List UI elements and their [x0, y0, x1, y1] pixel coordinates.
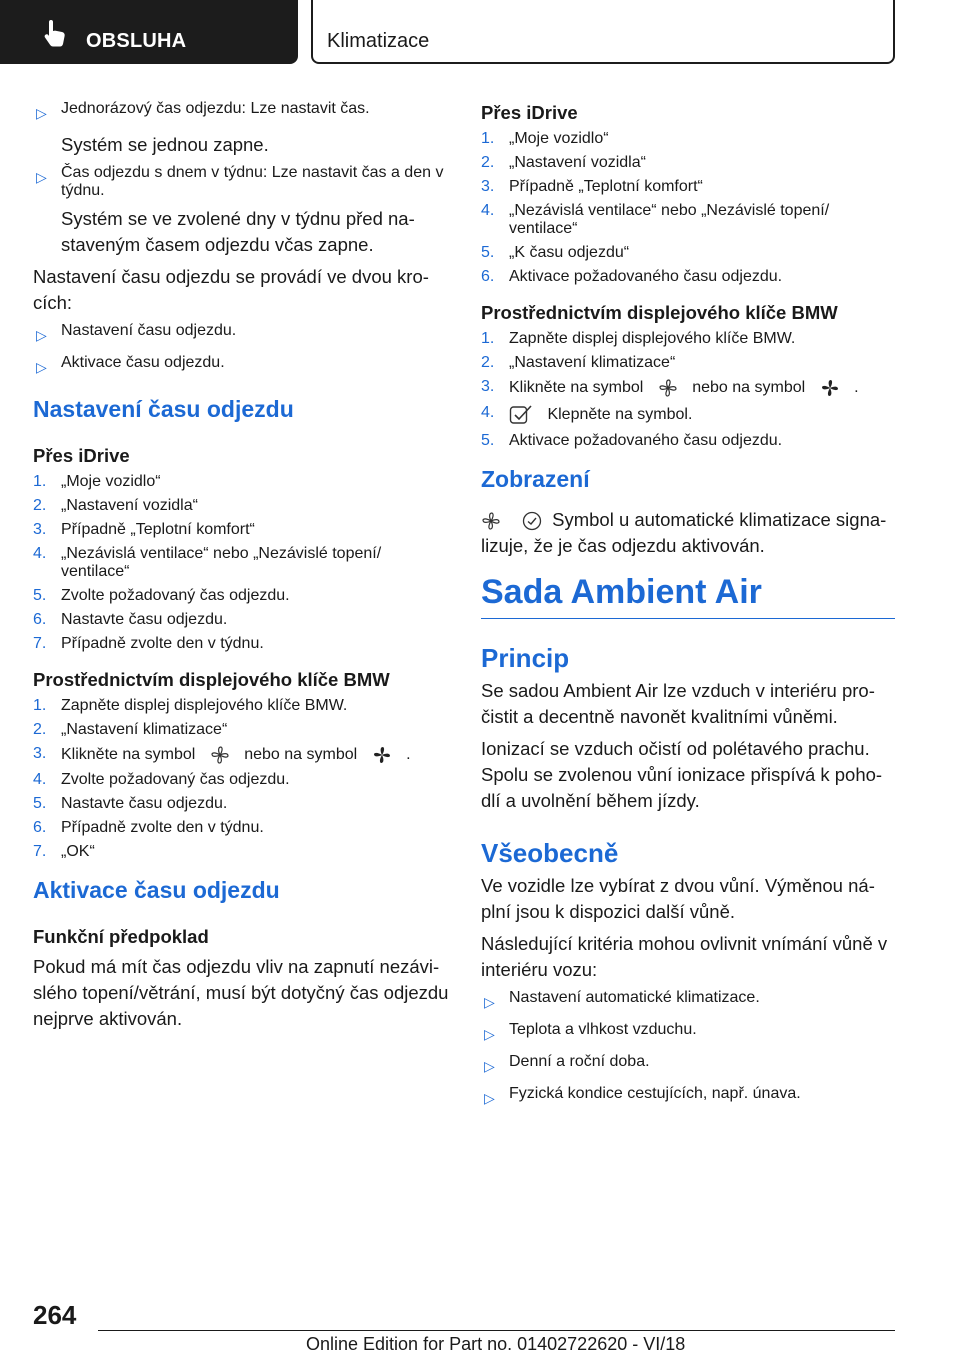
step-item: 4. „Nezávislá ventilace“ nebo „Nezávislé topení/ ventilace“	[481, 202, 830, 237]
step-item: 3. Případně „Teplotní komfort“	[481, 178, 703, 195]
heading-prerequisite: Funkční předpoklad	[33, 926, 209, 947]
step-item: 2. „Nastavení vozidla“	[33, 497, 198, 514]
note-text: Systém se jednou zapne.	[61, 134, 269, 155]
heading-set-departure: Nastavení času odjezdu	[33, 396, 294, 422]
triangle-bullet-icon: ▷	[484, 1090, 495, 1106]
triangle-bullet-icon: ▷	[484, 1058, 495, 1074]
paragraph: Ionizací se vzduch očistí od polétavého prachu. Spolu se zvolenou vůní ionizace přispívá k pohodlí a uvolnění během jízdy.	[481, 738, 883, 811]
clock-check-icon	[522, 511, 542, 531]
paragraph: Ve vozidle lze vybírat z dvou vůní. Výměnou náplní jsou k dispozici další vůně.	[481, 875, 875, 922]
chapter-title: Klimatizace	[327, 30, 430, 52]
step-item: 6. Případně zvolte den v týdnu.	[33, 819, 264, 836]
heading-display: Zobrazení	[481, 466, 590, 492]
step-item: 2. „Nastavení klimatizace“	[481, 354, 676, 371]
step-item: 5. Nastavte času odjezdu.	[33, 795, 228, 812]
step-item: 5. Aktivace požadovaného času odjezdu.	[481, 432, 783, 449]
footer-edition: Online Edition for Part no. 01402722620 - VI/18	[306, 1334, 686, 1354]
chapter-header	[311, 0, 895, 64]
list-item: ▷ Fyzická kondice cestujících, např. únava.	[481, 1085, 895, 1111]
left-column	[33, 100, 449, 1038]
heading-via-idrive: Přes iDrive	[33, 445, 130, 466]
list-item: ▷ Jednorázový čas odjezdu: Lze nastavit čas.	[33, 100, 449, 126]
fan-solid-icon	[372, 745, 392, 765]
heading-general: Všeobecně	[481, 838, 619, 868]
step-item: 3. Klikněte na symbol nebo na symbol .	[481, 378, 859, 397]
heading-via-key: Prostřednictvím displejového klíče BMW	[481, 302, 838, 323]
step-item: 2. „Nastavení klimatizace“	[33, 721, 228, 738]
display-paragraph: Symbol u automatické klimatizace signalizuje, že je čas odjezdu aktivován.	[481, 509, 887, 556]
triangle-bullet-icon: ▷	[36, 359, 47, 375]
step-item: 2. „Nastavení vozidla“	[481, 154, 646, 171]
step-item: 4. Zvolte požadovaný čas odjezdu.	[33, 771, 290, 788]
heading-via-idrive: Přes iDrive	[481, 102, 578, 123]
step-item: 1. Zapněte displej displejového klíče BMW.	[481, 330, 796, 347]
step-item: 7. Případně zvolte den v týdnu.	[33, 635, 264, 652]
step-item: 1. „Moje vozidlo“	[481, 130, 609, 147]
triangle-bullet-icon: ▷	[36, 169, 47, 185]
hand-pointer-icon	[42, 18, 68, 48]
paragraph: Nastavení času odjezdu se provádí ve dvou krocích:	[33, 266, 429, 313]
triangle-bullet-icon: ▷	[36, 327, 47, 343]
step-item: 3. Klikněte na symbol nebo na symbol .	[33, 745, 411, 764]
step-item: 6. Aktivace požadovaného času odjezdu.	[481, 268, 783, 285]
right-column	[481, 100, 895, 1117]
heading-activate-departure: Aktivace času odjezdu	[33, 877, 280, 903]
footer-divider	[98, 1330, 895, 1331]
list-item: ▷ Nastavení času odjezdu.	[33, 322, 449, 348]
step-item: 7. „OK“	[33, 843, 95, 860]
fan-outline-icon	[210, 745, 230, 765]
step-item: 4. „Nezávislá ventilace“ nebo „Nezávislé topení/ ventilace“	[33, 545, 382, 580]
step-item: 4. Klepněte na symbol.	[481, 404, 895, 426]
heading-principle: Princip	[481, 643, 570, 673]
paragraph: Následující kritéria mohou ovlivnit vnímání vůně v interiéru vozu:	[481, 933, 888, 980]
section-label: OBSLUHA	[86, 30, 187, 52]
paragraph: Pokud má mít čas odjezdu vliv na zapnutí nezávislého topení/větrání, musí být dotyčný čas odjezdu nejprve aktivován.	[33, 956, 449, 1029]
step-item: 3. Případně „Teplotní komfort“	[33, 521, 255, 538]
heading-ambient-air: Sada Ambient Air	[481, 573, 895, 619]
fan-outline-icon	[658, 378, 678, 398]
triangle-bullet-icon: ▷	[484, 1026, 495, 1042]
list-item: ▷ Nastavení automatické klimatizace.	[481, 989, 895, 1015]
triangle-bullet-icon: ▷	[36, 105, 47, 121]
list-item: ▷ Aktivace času odjezdu.	[33, 354, 449, 380]
triangle-bullet-icon: ▷	[484, 994, 495, 1010]
fan-solid-icon	[820, 378, 840, 398]
note-text: Systém se ve zvolené dny v týdnu před nastaveným časem odjezdu včas zapne.	[61, 208, 415, 255]
list-item: ▷ Teplota a vlhkost vzduchu.	[481, 1021, 895, 1047]
step-item: 1. Zapněte displej displejového klíče BMW.	[33, 697, 348, 714]
list-item: ▷ Denní a roční doba.	[481, 1053, 895, 1079]
step-item: 6. Nastavte času odjezdu.	[33, 611, 228, 628]
section-tab	[0, 0, 298, 64]
step-item: 1. „Moje vozidlo“	[33, 473, 161, 490]
heading-via-key: Prostřednictvím displejového klíče BMW	[33, 669, 390, 690]
page-number: 264	[33, 1300, 77, 1330]
fan-outline-icon	[481, 511, 501, 531]
checkbox-icon	[509, 404, 533, 426]
list-item: ▷ Čas odjezdu s dnem v týdnu: Lze nastavit čas a den v týdnu.	[33, 164, 449, 200]
paragraph: Se sadou Ambient Air lze vzduch v interiéru pročistit a decentně navonět kvalitními vůněmi.	[481, 680, 875, 727]
step-item: 5. Zvolte požadovaný čas odjezdu.	[33, 587, 290, 604]
step-item: 5. „K času odjezdu“	[481, 244, 630, 261]
